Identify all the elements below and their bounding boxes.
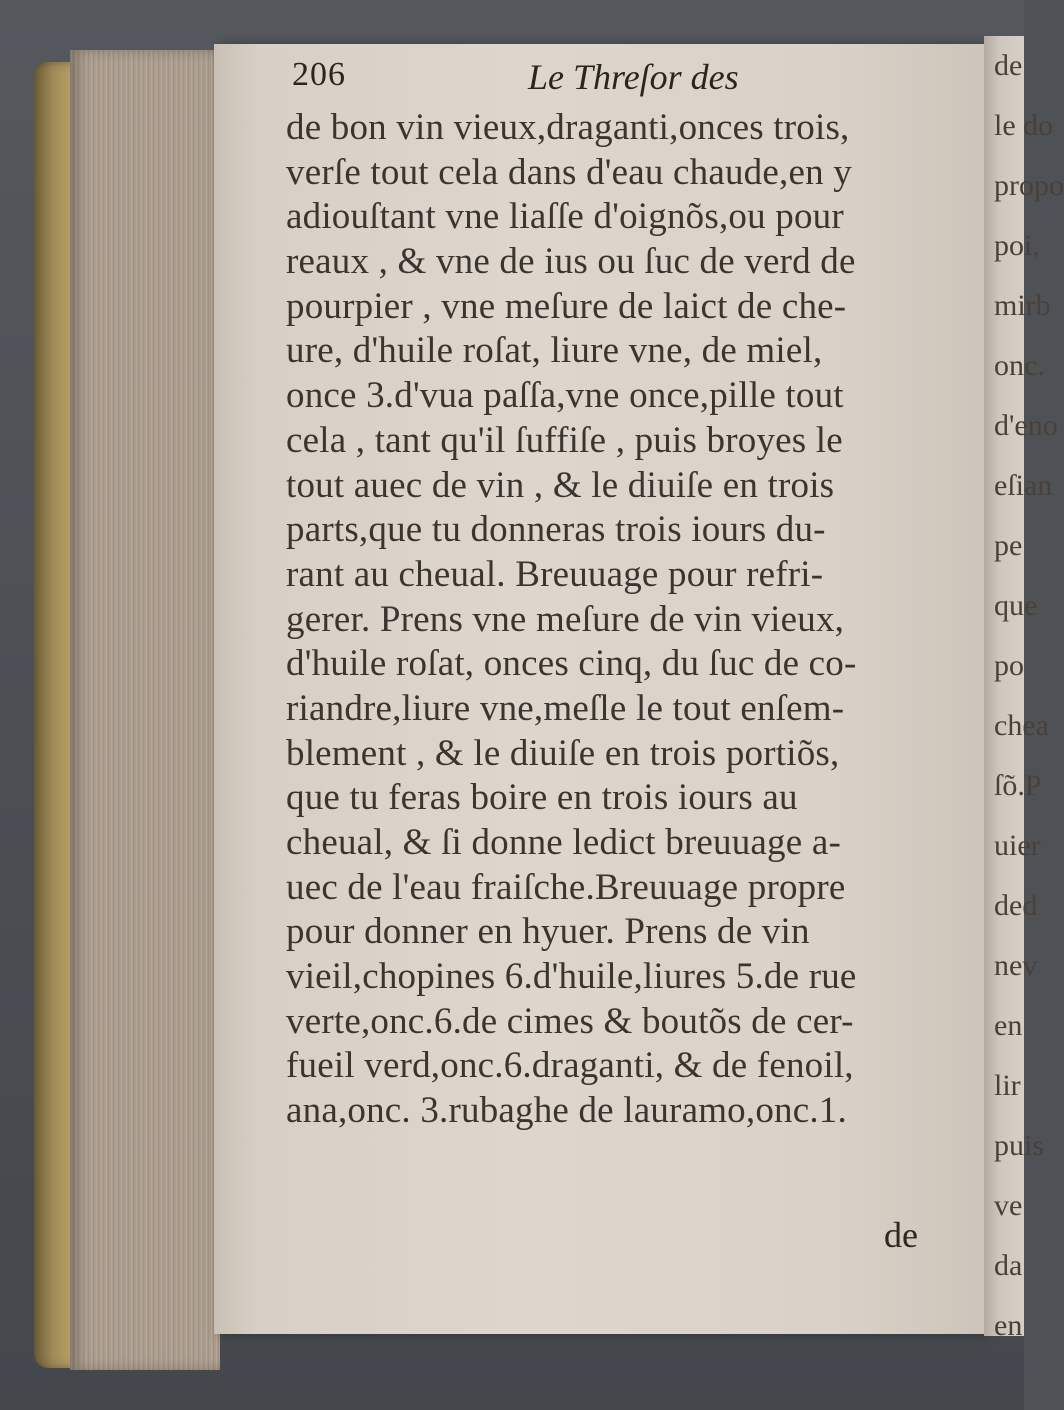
text-line: gerer. Prens vne meſure de vin vieux,	[286, 598, 845, 640]
body-text	[286, 106, 946, 1134]
text-line: fueil verd,onc.6.draganti, & de fenoil,	[286, 1045, 854, 1087]
facing-page-fragment: en	[994, 1309, 1023, 1342]
facing-page-fragment: chea	[994, 709, 1049, 742]
facing-page-edge	[984, 36, 1064, 1342]
facing-page-fragment: eſian	[994, 469, 1053, 502]
page-fore-edge	[70, 50, 220, 1370]
page-header	[292, 56, 942, 106]
facing-page-fragment: en	[994, 1009, 1023, 1042]
running-title: Le Threſor des	[528, 57, 739, 97]
text-line: cela , tant qu'il ſuffiſe , puis broyes le	[286, 419, 843, 461]
page-number: 206	[292, 56, 346, 93]
facing-page-fragment: mirb	[994, 289, 1051, 322]
text-line: vieil,chopines 6.d'huile,liures 5.de rue	[286, 956, 857, 998]
facing-page-fragment: nev	[994, 949, 1038, 982]
text-line: tout auec de vin , & le diuiſe en trois	[286, 464, 835, 506]
text-line: rant au cheual. Breuuage pour refri-	[286, 553, 824, 595]
facing-page-fragment: puis	[994, 1129, 1045, 1162]
text-line: riandre,liure vne,meſle le tout enſem-	[286, 687, 845, 729]
text-line: once 3.d'vua paſſa,vne once,pille tout	[286, 375, 844, 417]
facing-page-fragment: po	[994, 649, 1024, 682]
facing-page-fragment: ſõ.P	[994, 769, 1042, 802]
text-line: verte,onc.6.de cimes & boutõs de cer-	[286, 1000, 854, 1042]
text-line: parts,que tu donneras trois iours du-	[286, 509, 826, 551]
facing-page-fragment: de	[994, 49, 1023, 82]
facing-page-fragment: uier	[994, 829, 1041, 862]
facing-page-fragment: ded	[994, 889, 1038, 922]
text-line: cheual, & ſi donne ledict breuuage a-	[286, 822, 841, 863]
facing-page-fragment: que	[994, 589, 1038, 622]
text-line: de bon vin vieux,draganti,onces trois,	[286, 107, 850, 148]
text-line: adiouſtant vne liaſſe d'oignõs,ou pour	[286, 196, 844, 238]
facing-page-fragment: da	[994, 1249, 1023, 1282]
facing-page-fragment: pe	[994, 529, 1023, 562]
text-line: ana,onc. 3.rubaghe de lauramo,onc.1.	[286, 1090, 847, 1132]
facing-page-fragment: poi,	[994, 229, 1040, 262]
facing-page-fragment: onc.	[994, 349, 1045, 382]
facing-page-fragment: ve	[994, 1189, 1023, 1222]
facing-page-fragment: propo	[994, 169, 1064, 202]
facing-page-fragment: le do	[994, 109, 1054, 142]
catchword: de	[884, 1215, 918, 1255]
text-line: reaux , & vne de ius ou ſuc de verd de	[286, 241, 856, 283]
text-line: ure, d'huile roſat, liure vne, de miel,	[286, 330, 823, 372]
text-line: uec de l'eau fraiſche.Breuuage propre	[286, 866, 846, 908]
text-line: verſe tout cela dans d'eau chaude,en y	[286, 151, 852, 193]
text-line: d'huile roſat, onces cinq, du ſuc de co-	[286, 643, 857, 685]
text-line: pourpier , vne meſure de laict de che-	[286, 285, 847, 327]
text-line: pour donner en hyuer. Prens de vin	[286, 911, 810, 953]
facing-page-fragment: lir	[994, 1069, 1021, 1102]
text-line: que tu feras boire en trois iours au	[286, 777, 798, 819]
facing-page-fragment: d'eno	[994, 409, 1058, 442]
text-line: blement , & le diuiſe en trois portiõs,	[286, 732, 840, 774]
